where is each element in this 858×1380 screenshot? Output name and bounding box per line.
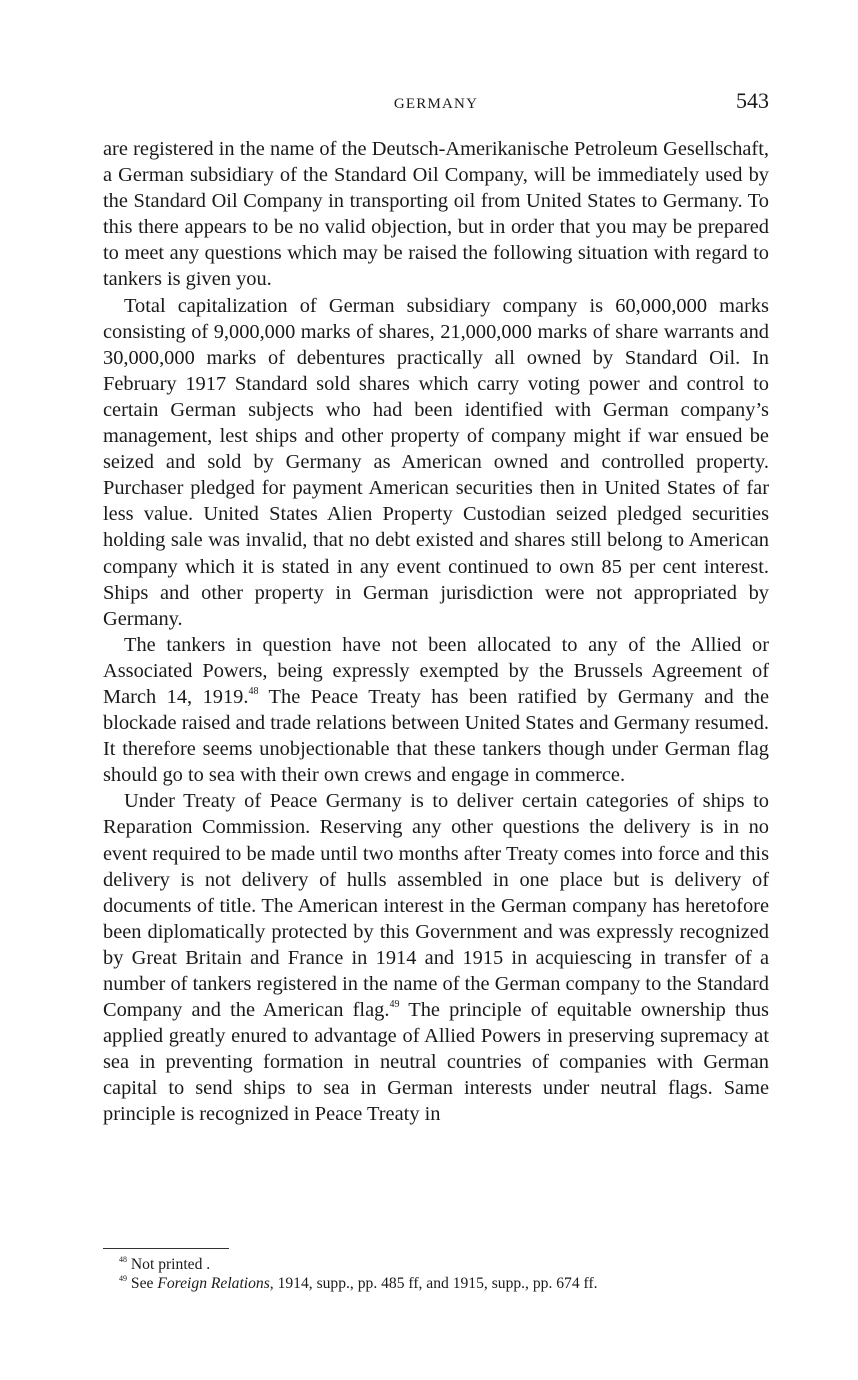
footnote-number: 49 xyxy=(119,1274,127,1283)
paragraph-2: Total capitalization of German subsidiary company is 60,000,000 marks consisting of 9,000,000 marks of shares, 21,000,000 marks of share warrants and 30,000,000 marks of debentures practically all owned by Standard Oil. In February 1917 Standard sold shares which carry voting power and control to certain German subjects who had been identified with German company’s management, lest ships and other property of company might if war ensued be seized and sold by Germany as American owned and controlled property. Purchaser pledged for payment American securities then in United States of far less value. United States Alien Property Custodian seized pledged securities holding sale was invalid, that no debt existed and shares still belong to American company which it is stated in any event continued to own 85 per cent interest. Ships and other property in German jurisdiction were not appropriated by Germany. xyxy=(103,294,769,630)
footnote-text-pre: See xyxy=(130,1275,158,1292)
footnote-number: 48 xyxy=(119,1255,127,1264)
paragraph-4-text-a: Under Treaty of Peace Germany is to deliver certain categories of ships to Reparation Commission. Reserving any other questions the delivery is in no event required to be made until two months after Treaty comes into force and this delivery is not delivery of hulls assembled in one place but is delivery of documents of title. The American interest in the German company has heretofore been diplomatically protected by this Government and was expressly recognized by Great Britain and France in 1914 and 1915 in acquiescing in transfer of a number of tankers registered in the name of the German company to the Standard Company and the American flag. xyxy=(103,790,769,1022)
footnote-49 xyxy=(103,1274,769,1293)
page-number: 543 xyxy=(736,88,769,113)
footnote-rule xyxy=(103,1248,229,1249)
paragraph-3-text-b: The Peace Treaty has been ratified by Germany and the blockade raised and trade relations between United States and Germany resumed. It therefore seems unobjectionable that these tankers though under German flag should go to sea with their own crews and engage in commerce. xyxy=(103,685,769,787)
footnote-48 xyxy=(103,1255,769,1274)
footnote-text-post: 1914, supp., pp. 485 ff, and 1915, supp., pp. 674 ff. xyxy=(273,1275,598,1292)
footnote-citation-title: Foreign Relations, xyxy=(157,1275,274,1292)
paragraph-3-text-a: The tankers in question have not been allocated to any of the Allied or Associated Powers, being expressly exempted by the Brussels Agreement of March 14, 1919. xyxy=(103,633,769,708)
footnotes xyxy=(103,1248,769,1293)
paragraph-4 xyxy=(103,788,769,1127)
paragraph-3 xyxy=(103,632,769,789)
footnote-text: Not printed . xyxy=(130,1256,211,1273)
paragraph-1: are registered in the name of the Deutsch-Amerikanische Petroleum Gesellschaft, a German subsidiary of the Standard Oil Company, will be immediately used by the Standard Oil Company in transporting oil from United States to Germany. To this there appears to be no valid objection, but in order that you may be prepared to meet any questions which may be raised the following situation with regard to tankers is given you. xyxy=(103,138,769,291)
paragraph-4-text-b: The principle of equitable ownership thus applied greatly enured to advantage of Allied Powers in preserving supremacy at sea in preventing formation in neutral countries of companies with German capital to send ships to sea in German interests under neutral flags. Same principle is recognized in Peace Treaty in xyxy=(103,999,769,1126)
running-head: GERMANY xyxy=(393,96,479,112)
footnote-ref-48: 48 xyxy=(248,685,259,697)
footnote-ref-49: 49 xyxy=(389,999,400,1011)
body-text xyxy=(103,136,769,1128)
page-header xyxy=(103,88,769,122)
